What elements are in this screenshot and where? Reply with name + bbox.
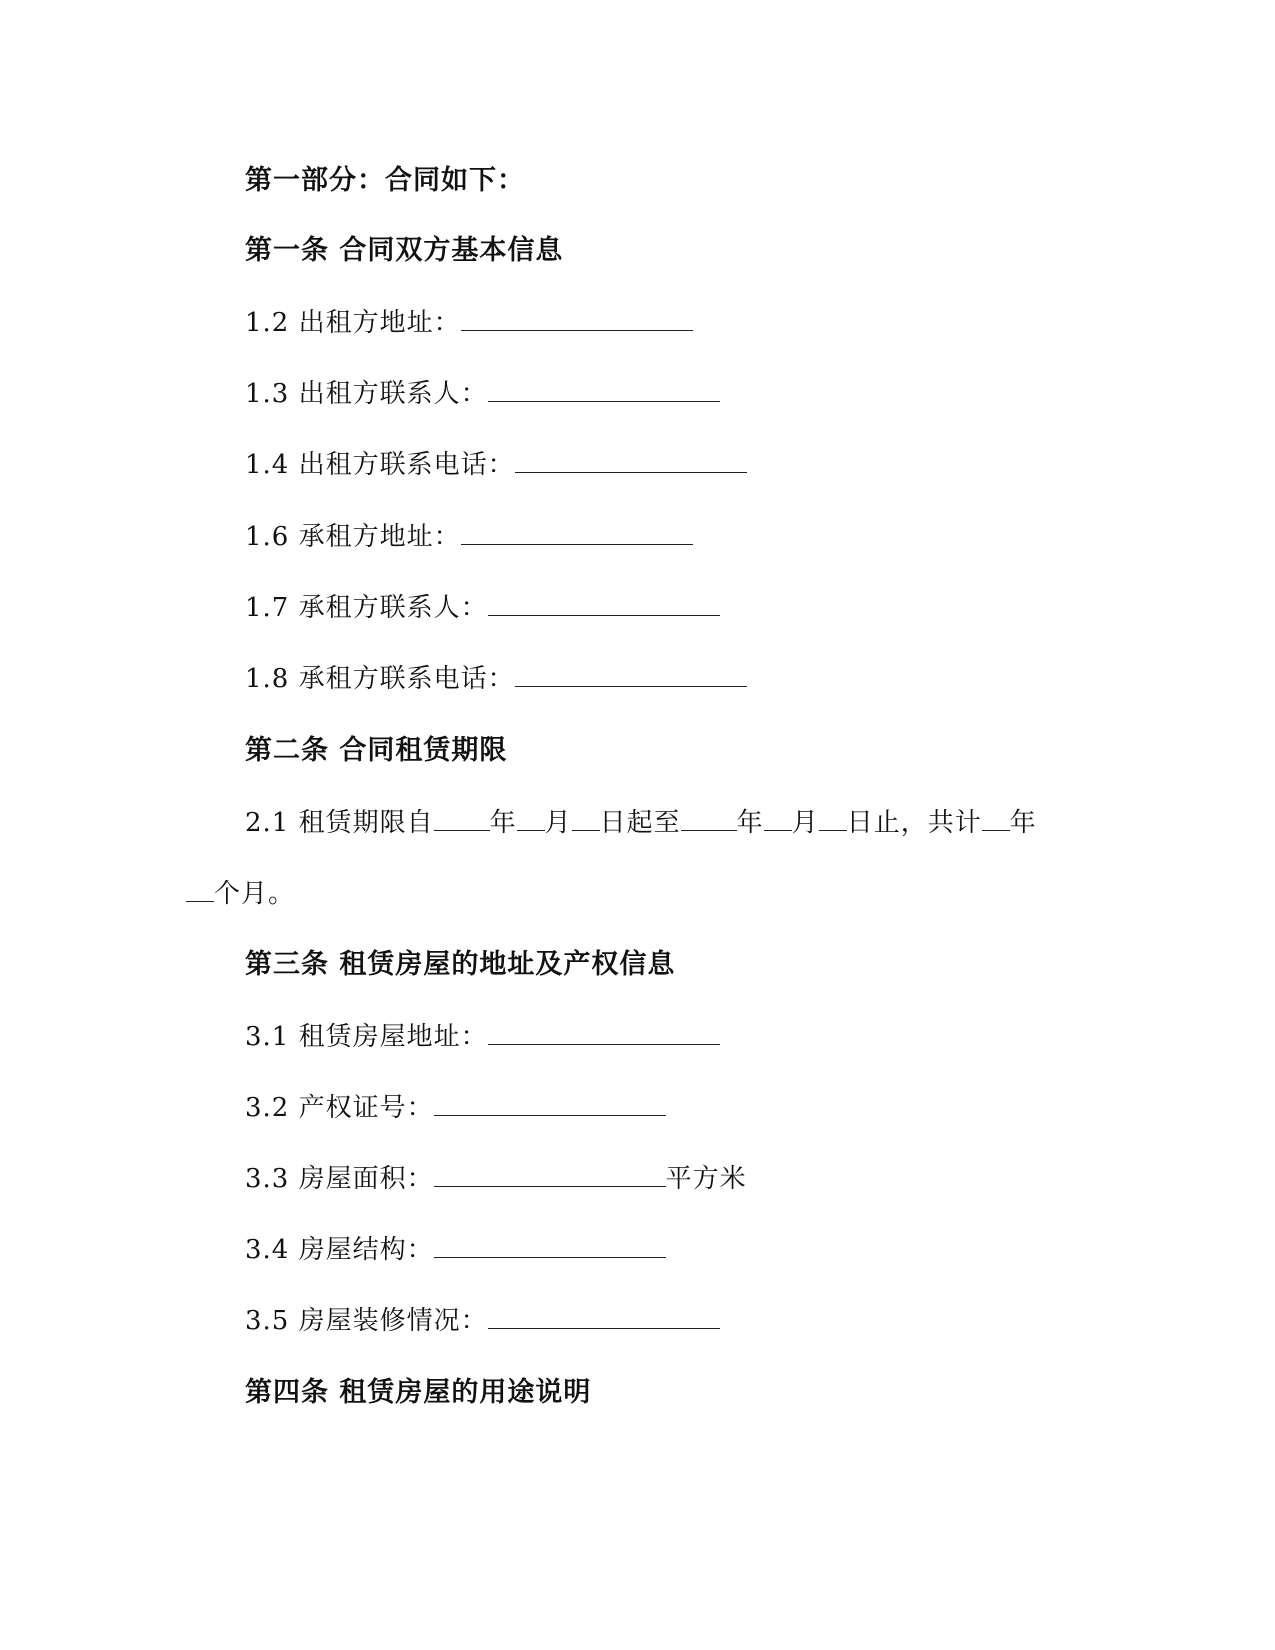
article2-title: 第二条 合同租赁期限	[245, 735, 508, 766]
clause-3-3-label: 3.3 房屋面积：	[245, 1164, 434, 1194]
clause-1-6-label: 1.6 承租方地址：	[245, 522, 461, 552]
clause-1-7-label: 1.7 承租方联系人：	[245, 593, 488, 623]
fill-blank	[488, 1304, 720, 1329]
clause-3-5	[245, 1304, 720, 1338]
year-text: 年	[736, 808, 764, 838]
clause-1-3	[245, 377, 720, 411]
fill-blank	[517, 806, 545, 831]
clause-2-1	[245, 806, 1037, 840]
clause-1-8	[245, 662, 747, 696]
part-title: 第一部分：合同如下：	[245, 165, 525, 196]
fill-blank	[982, 806, 1010, 831]
clause-1-8-label: 1.8 承租方联系电话：	[245, 664, 515, 694]
fill-blank	[434, 1233, 666, 1258]
day-from-text: 日起至	[599, 808, 681, 838]
clause-2-1-prefix: 2.1 租赁期限自	[245, 808, 434, 838]
fill-blank	[434, 806, 490, 831]
months-suffix: 个月。	[214, 879, 296, 909]
clause-1-6	[245, 520, 693, 554]
fill-blank	[572, 806, 600, 831]
fill-blank	[434, 1091, 666, 1116]
month-text: 月	[791, 808, 819, 838]
clause-3-5-label: 3.5 房屋装修情况：	[245, 1306, 488, 1336]
fill-blank	[186, 877, 214, 902]
fill-blank	[681, 806, 737, 831]
day-to-text: 日止，共计	[846, 808, 982, 838]
clause-1-7	[245, 591, 720, 625]
clause-3-3	[245, 1162, 747, 1196]
clause-2-1-continued	[186, 877, 295, 911]
month-text: 月	[544, 808, 572, 838]
clause-1-2	[245, 306, 693, 340]
fill-blank	[461, 306, 693, 331]
article3-title: 第三条 租赁房屋的地址及产权信息	[245, 949, 676, 980]
fill-blank	[488, 1020, 720, 1045]
clause-3-2	[245, 1091, 666, 1125]
year-text: 年	[1009, 808, 1037, 838]
fill-blank	[488, 591, 720, 616]
clause-3-4-label: 3.4 房屋结构：	[245, 1235, 434, 1265]
clause-1-4-label: 1.4 出租方联系电话：	[245, 450, 515, 480]
clause-1-4	[245, 448, 747, 482]
article1-title: 第一条 合同双方基本信息	[245, 235, 564, 266]
fill-blank	[819, 806, 847, 831]
fill-blank	[515, 448, 747, 473]
clause-1-2-label: 1.2 出租方地址：	[245, 308, 461, 338]
clause-3-4	[245, 1233, 666, 1267]
year-text: 年	[489, 808, 517, 838]
article4-title: 第四条 租赁房屋的用途说明	[245, 1377, 592, 1408]
clause-3-1	[245, 1020, 720, 1054]
fill-blank	[764, 806, 792, 831]
fill-blank	[515, 662, 747, 687]
fill-blank	[461, 520, 693, 545]
area-unit: 平方米	[665, 1164, 747, 1194]
fill-blank	[488, 377, 720, 402]
fill-blank	[434, 1162, 666, 1187]
clause-1-3-label: 1.3 出租方联系人：	[245, 379, 488, 409]
clause-3-2-label: 3.2 产权证号：	[245, 1093, 434, 1123]
clause-3-1-label: 3.1 租赁房屋地址：	[245, 1022, 488, 1052]
